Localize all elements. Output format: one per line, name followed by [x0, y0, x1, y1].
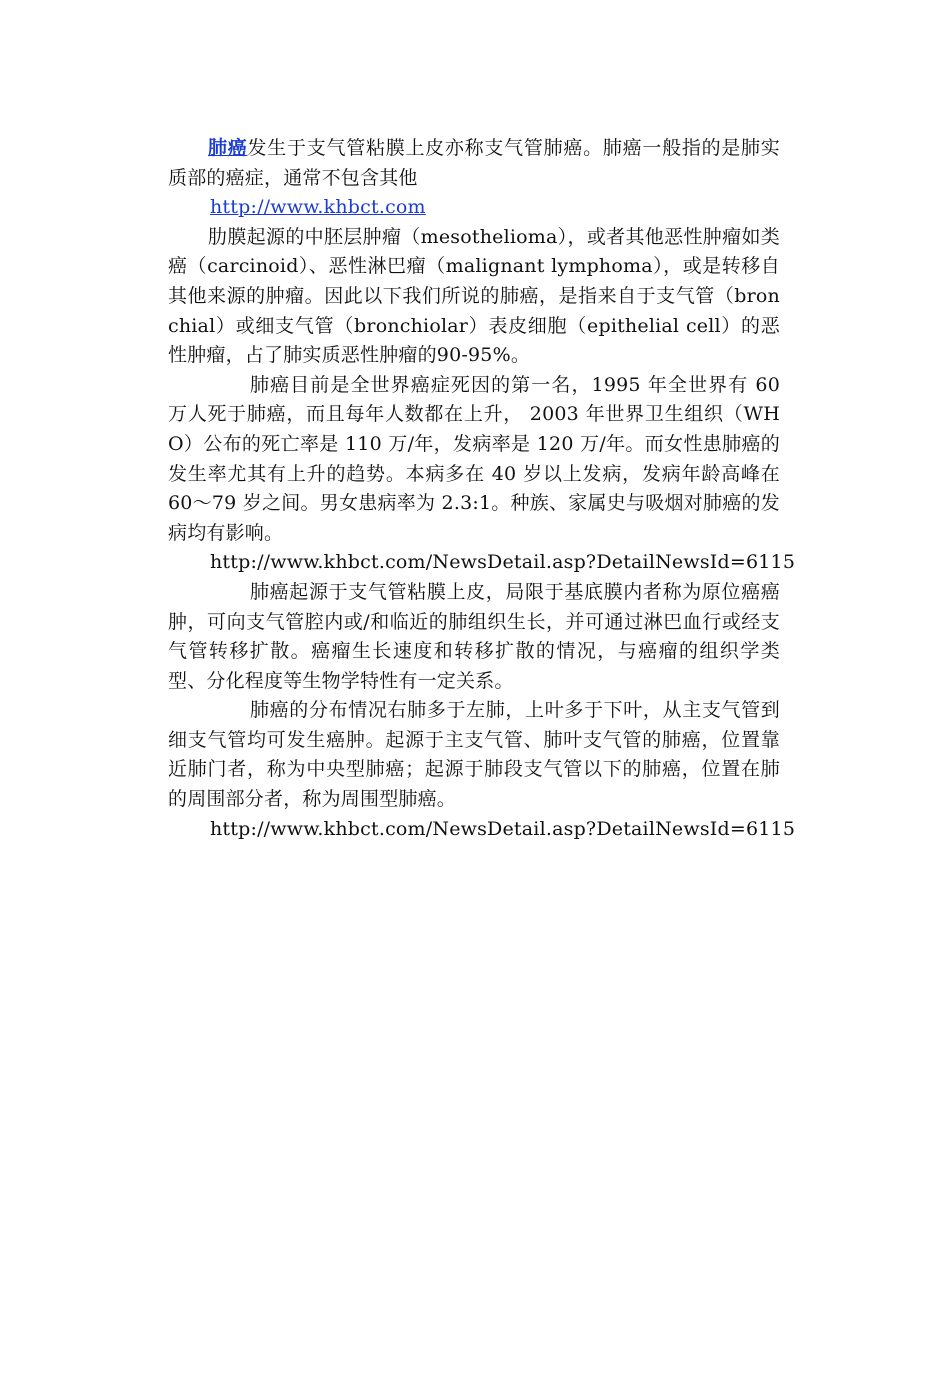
intro-paragraph — [168, 134, 780, 193]
paragraph-origin: 肺癌起源于支气管粘膜上皮，局限于基底膜内者称为原位癌癌肿，可向支气管腔内或/和临近的肺组织生长，并可通过淋巴血行或经支气管转移扩散。癌瘤生长速度和转移扩散的情况，与癌瘤的组织学类型、分化程度等生物学特性有一定关系。 — [168, 580, 780, 692]
paragraph-mesothelioma: 肋膜起源的中胚层肿瘤（mesothelioma），或者其他恶性肿瘤如类癌（carcinoid）、恶性淋巴瘤（malignant lymphoma），或是转移自其他来源的肿瘤。因此以下我们所说的肺癌，是指来自于支气管（bronchial）或细支气管（bronchiolar）表皮细胞（epithelial cell）的恶性肿瘤，占了肺实质恶性肿瘤的90-95%。 — [168, 225, 780, 367]
intro-text: 发生于支气管粘膜上皮亦称支气管肺癌。肺癌一般指的是肺实质部的癌症，通常不包含其他 — [168, 137, 781, 189]
link-line-1 — [168, 193, 780, 223]
source-url-2 — [168, 815, 796, 845]
keyword-link[interactable]: 肺癌 — [208, 137, 248, 159]
source-url-text-2: http://www.khbct.com/NewsDetail.asp?DetailNewsId=6115 — [210, 817, 796, 840]
document-body — [168, 134, 796, 844]
source-url-1 — [168, 548, 796, 578]
source-url-text-1: http://www.khbct.com/NewsDetail.asp?DetailNewsId=6115 — [210, 551, 796, 574]
paragraph-statistics: 肺癌目前是全世界癌症死因的第一名，1995 年全世界有 60 万人死于肺癌，而且每年人数都在上升， 2003 年世界卫生组织（WHO）公布的死亡率是 110 万/年，发病率是 120 万/年。而女性患肺癌的发生率尤其有上升的趋势。本病多在 40 岁以上发病，发病年龄高峰在 60～79 岁之间。男女患病率为 2.3:1。种族、家属史与吸烟对肺癌的发病均有影响。 — [168, 373, 780, 544]
paragraph-distribution: 肺癌的分布情况右肺多于左肺，上叶多于下叶，从主支气管到细支气管均可发生癌肿。起源于主支气管、肺叶支气管的肺癌，位置靠近肺门者，称为中央型肺癌；起源于肺段支气管以下的肺癌，位置在肺的周围部分者，称为周围型肺癌。 — [168, 699, 780, 811]
site-link[interactable]: http://www.khbct.com — [210, 196, 426, 219]
